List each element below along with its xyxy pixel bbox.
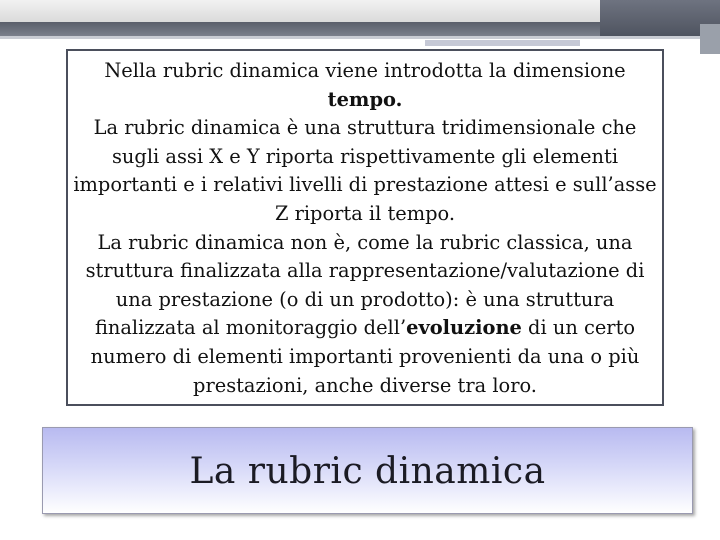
slide-title-band bbox=[42, 427, 693, 514]
mid-decor-accent bbox=[425, 40, 580, 46]
paragraph-structure: La rubric dinamica è una struttura tridimensionale che sugli assi X e Y riporta rispettivamente gli elementi importanti e i relativi livelli di prestazione attesi e sull’asse Z riporta il tempo. bbox=[73, 116, 657, 225]
keyword-tempo: tempo. bbox=[327, 87, 403, 111]
paragraph-purpose bbox=[72, 229, 658, 401]
slide-title: La rubric dinamica bbox=[189, 451, 546, 492]
top-decor-line-light bbox=[0, 36, 720, 39]
right-decor-block bbox=[700, 24, 720, 54]
content-text-box bbox=[66, 49, 664, 406]
paragraph-purpose-text-a: La rubric dinamica non è, come la rubric classica, una struttura finalizzata alla rappresentazione/valutazione di una prestazione (o di un prodotto): è una struttura finalizzata al monitoraggio dell’ bbox=[85, 230, 645, 340]
keyword-evoluzione: evoluzione bbox=[406, 316, 522, 340]
paragraph-purpose-text-b: di un certo numero di elementi importanti provenienti da una o più prestazioni, anche diverse tra loro. bbox=[90, 316, 640, 397]
paragraph-intro bbox=[72, 57, 658, 114]
paragraph-intro-text: Nella rubric dinamica viene introdotta la dimensione bbox=[104, 59, 626, 82]
